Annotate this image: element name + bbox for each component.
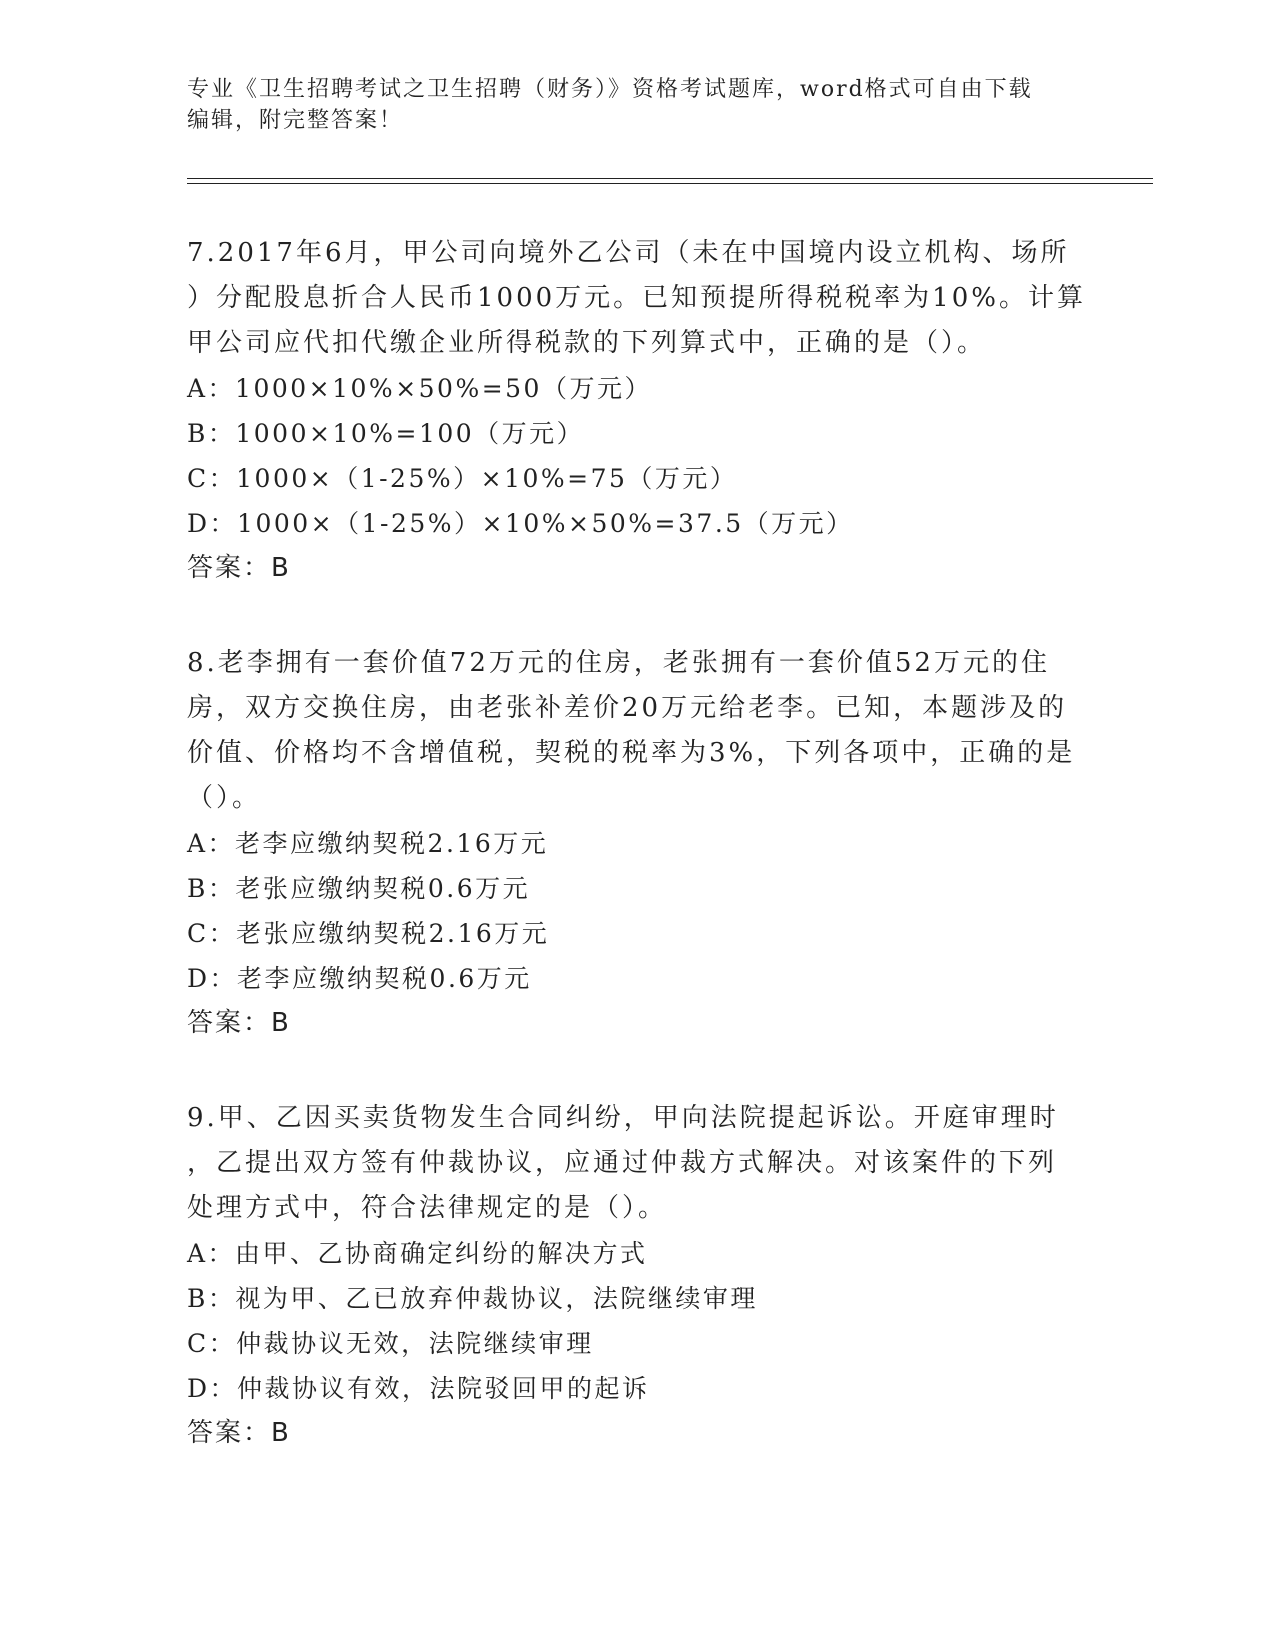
header-divider-top bbox=[187, 178, 1153, 179]
question-text-line: 处理方式中，符合法律规定的是（）。 bbox=[187, 1193, 668, 1223]
question-text-line: 9.甲、乙因买卖货物发生合同纠纷，甲向法院提起诉讼。开庭审理时 bbox=[187, 1103, 1059, 1133]
option-b: B：视为甲、乙已放弃仲裁协议，法院继续审理 bbox=[187, 1284, 758, 1313]
question-text-line: 价值、价格均不含增值税，契税的税率为3%，下列各项中，正确的是 bbox=[187, 738, 1076, 768]
answer-label: 答案：B bbox=[187, 1418, 291, 1448]
option-a: A：1000×10%×50%=50（万元） bbox=[187, 374, 652, 403]
question-text-line: 甲公司应代扣代缴企业所得税款的下列算式中，正确的是（）。 bbox=[187, 328, 987, 358]
question-7 bbox=[187, 231, 1087, 591]
option-d: D：1000×（1-25%）×10%×50%=37.5（万元） bbox=[187, 509, 854, 538]
question-text-line: （）。 bbox=[187, 783, 262, 813]
question-text-line: ）分配股息折合人民币1000万元。已知预提所得税税率为10%。计算 bbox=[187, 283, 1086, 313]
option-b: B：1000×10%=100（万元） bbox=[187, 419, 585, 448]
option-c: C：仲裁协议无效，法院继续审理 bbox=[187, 1329, 594, 1358]
header-line: 编辑，附完整答案！ bbox=[187, 108, 404, 133]
document-header bbox=[187, 74, 1067, 136]
question-text-line: 7.2017年6月，甲公司向境外乙公司（未在中国境内设立机构、场所 bbox=[187, 238, 1070, 268]
option-c: C：1000×（1-25%）×10%=75（万元） bbox=[187, 464, 738, 493]
header-line: 专业《卫生招聘考试之卫生招聘（财务）》资格考试题库，word格式可自由下载 bbox=[187, 77, 1033, 102]
question-text-line: 房，双方交换住房，由老张补差价20万元给老李。已知，本题涉及的 bbox=[187, 693, 1068, 723]
option-a: A：老李应缴纳契税2.16万元 bbox=[187, 829, 549, 858]
option-c: C：老张应缴纳契税2.16万元 bbox=[187, 919, 550, 948]
option-d: D：仲裁协议有效，法院驳回甲的起诉 bbox=[187, 1374, 650, 1403]
option-b: B：老张应缴纳契税0.6万元 bbox=[187, 874, 531, 903]
question-text-line: ，乙提出双方签有仲裁协议，应通过仲裁方式解决。对该案件的下列 bbox=[187, 1148, 1058, 1178]
option-d: D：老李应缴纳契税0.6万元 bbox=[187, 964, 532, 993]
answer-label: 答案：B bbox=[187, 1008, 291, 1038]
question-8 bbox=[187, 641, 1087, 1046]
answer-label: 答案：B bbox=[187, 553, 291, 583]
option-a: A：由甲、乙协商确定纠纷的解决方式 bbox=[187, 1239, 648, 1268]
header-divider-bottom bbox=[187, 183, 1153, 184]
question-text-line: 8.老李拥有一套价值72万元的住房，老张拥有一套价值52万元的住 bbox=[187, 648, 1050, 678]
question-9 bbox=[187, 1096, 1087, 1456]
